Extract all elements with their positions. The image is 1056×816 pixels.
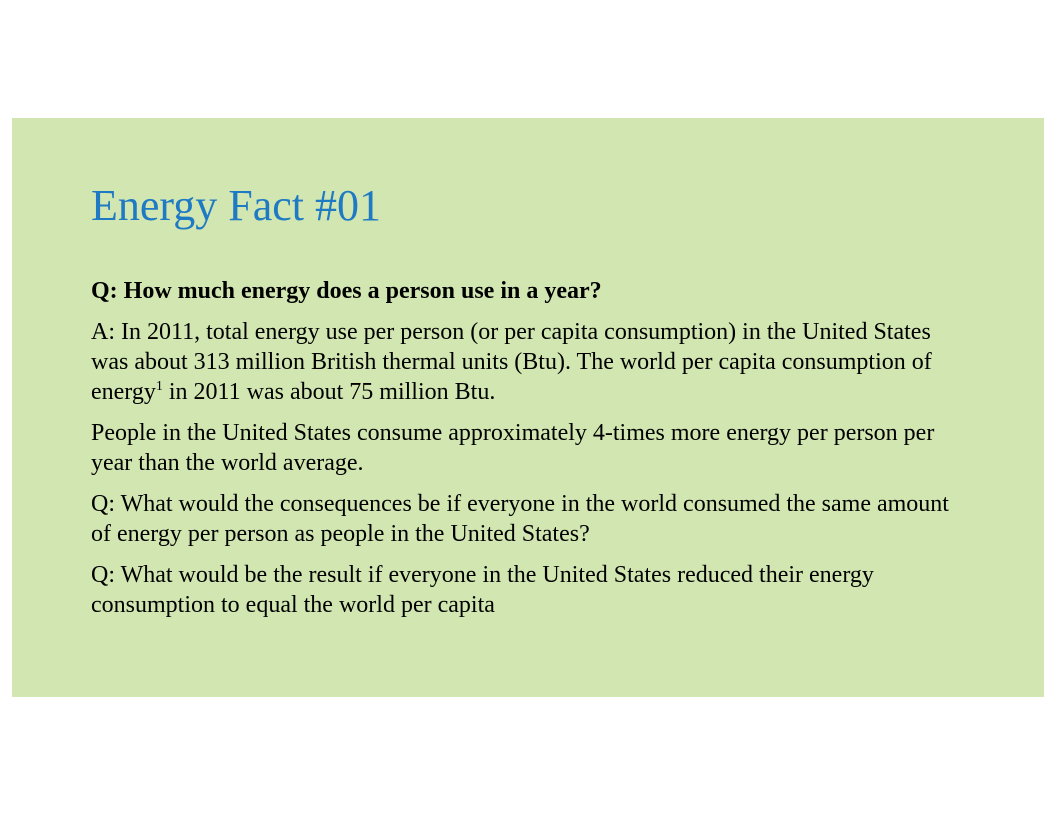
- discussion-question-1: Q: What would the consequences be if everyone in the world consumed the same amount of energy per person as people in the United States?: [91, 491, 949, 547]
- answer-text-part2: in 2011 was about 75 million Btu.: [162, 379, 496, 405]
- energy-fact-card: [12, 118, 1044, 697]
- main-question: Q: How much energy does a person use in a year?: [91, 278, 602, 304]
- answer-text-part1: A: In 2011, total energy use per person (or per capita consumption) in the United States was about 313 million British thermal units (Btu). The world per capita consumption of energy: [91, 319, 932, 405]
- discussion-question-2: Q: What would be the result if everyone in the United States reduced their energy consumption to equal the world per capita: [91, 562, 874, 618]
- comparison-paragraph: People in the United States consume approximately 4-times more energy per person per year than the world average.: [91, 420, 935, 476]
- answer-paragraph: [91, 317, 971, 407]
- fact-body: [91, 276, 971, 631]
- footnote-marker: 1: [155, 379, 163, 394]
- page-title: Energy Fact #01: [91, 181, 382, 230]
